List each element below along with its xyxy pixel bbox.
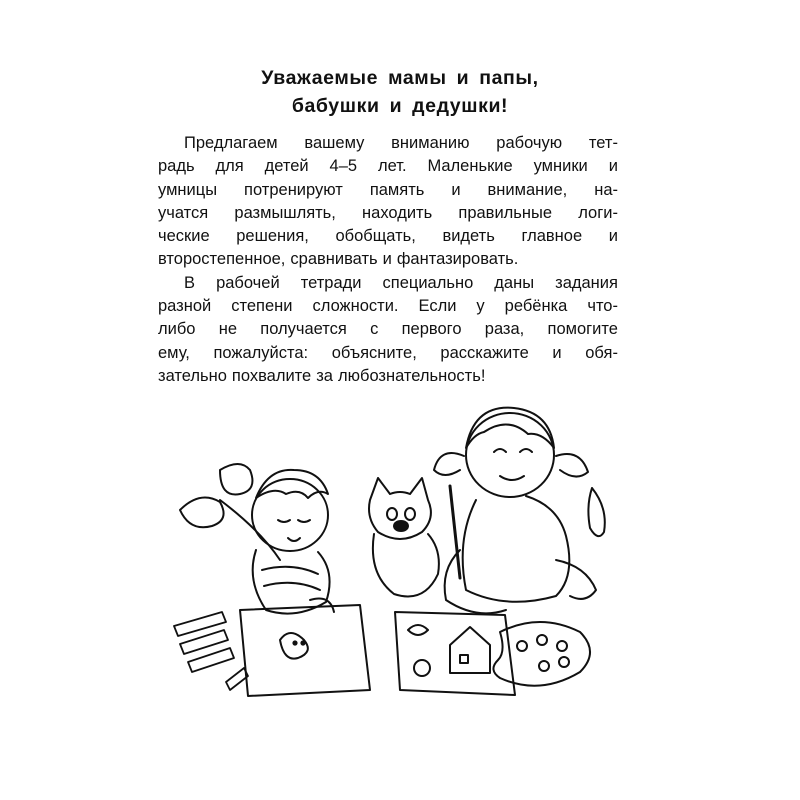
word: либо — [158, 320, 196, 339]
girl-figure — [434, 408, 605, 614]
word: для — [215, 157, 244, 176]
text-line — [158, 202, 618, 225]
word: сравнивать — [290, 250, 378, 269]
word: пожалуйста: — [213, 343, 309, 362]
word: обобщать, — [335, 227, 416, 246]
word: внимание, — [487, 180, 568, 199]
word: умницы — [158, 180, 218, 199]
word: потренируют — [244, 180, 343, 199]
word: фантазировать. — [396, 250, 519, 269]
word: ему, — [158, 343, 190, 362]
title-line-1: Уважаемые мамы и папы, — [261, 67, 539, 89]
word: объясните, — [331, 343, 417, 362]
word: сложности. — [312, 297, 399, 316]
word: любознательность! — [337, 366, 486, 385]
word: вашему — [304, 134, 365, 152]
word: на- — [594, 180, 618, 199]
text-line — [158, 318, 618, 341]
pencils — [174, 612, 248, 690]
word: тетради — [300, 273, 362, 292]
paragraph-2 — [158, 272, 618, 388]
word: находить — [362, 203, 433, 222]
word: помогите — [547, 320, 618, 339]
word: видеть — [442, 227, 495, 246]
text-line — [158, 342, 618, 365]
text-line — [158, 272, 618, 295]
word: за — [316, 366, 333, 385]
word: рабочей — [216, 273, 280, 292]
drawing-paper-left — [240, 605, 370, 696]
word: 4–5 — [329, 157, 358, 176]
word: разной — [158, 297, 212, 316]
word: и — [382, 250, 392, 269]
word: В — [184, 273, 196, 292]
word: второстепенное, — [158, 250, 286, 269]
word: рабочую — [496, 134, 563, 152]
word: что- — [587, 297, 618, 316]
word: память — [369, 180, 425, 199]
word: правильные — [458, 203, 553, 222]
word: получается — [260, 320, 347, 339]
word: и — [608, 227, 618, 246]
word: степени — [231, 297, 293, 316]
word: и — [608, 157, 618, 176]
text-line — [158, 155, 618, 178]
word: задания — [555, 273, 618, 292]
page-title — [0, 64, 800, 120]
text-line — [158, 295, 618, 318]
word: главное — [521, 227, 583, 246]
word: не — [218, 320, 238, 339]
text-line — [158, 365, 618, 388]
word: обя- — [585, 343, 618, 362]
paragraph-1 — [158, 132, 618, 272]
title-line-2: бабушки и дедушки! — [291, 95, 509, 117]
text-line — [158, 248, 618, 271]
word: раза, — [484, 320, 525, 339]
intro-text — [158, 132, 618, 388]
word: умники — [533, 157, 588, 176]
word: специально — [382, 273, 474, 292]
children-drawing-illustration — [160, 400, 620, 700]
word: Предлагаем — [184, 134, 278, 152]
drawing-paper-right — [395, 612, 515, 695]
word: учатся — [158, 203, 209, 222]
word: лет. — [377, 157, 407, 176]
word: и — [451, 180, 461, 199]
word: ческие — [158, 227, 210, 246]
word: расскажите — [440, 343, 529, 362]
word: ребёнка — [504, 297, 568, 316]
word: даны — [494, 273, 535, 292]
word: логи- — [578, 203, 618, 222]
word: радь — [158, 157, 195, 176]
word: детей — [264, 157, 309, 176]
text-line — [158, 179, 618, 202]
word: и — [552, 343, 562, 362]
word: похвалите — [231, 366, 312, 385]
word: размышлять, — [234, 203, 336, 222]
word: вниманию — [391, 134, 470, 152]
word: с — [370, 320, 379, 339]
word: тет- — [588, 134, 618, 152]
word: зательно — [158, 366, 227, 385]
cat-figure — [369, 478, 439, 597]
text-line — [158, 225, 618, 248]
word: у — [476, 297, 485, 316]
word: Если — [418, 297, 457, 316]
text-line — [158, 132, 618, 155]
word: первого — [401, 320, 462, 339]
boy-figure — [180, 464, 334, 614]
word: решения, — [236, 227, 309, 246]
word: Маленькие — [427, 157, 513, 176]
